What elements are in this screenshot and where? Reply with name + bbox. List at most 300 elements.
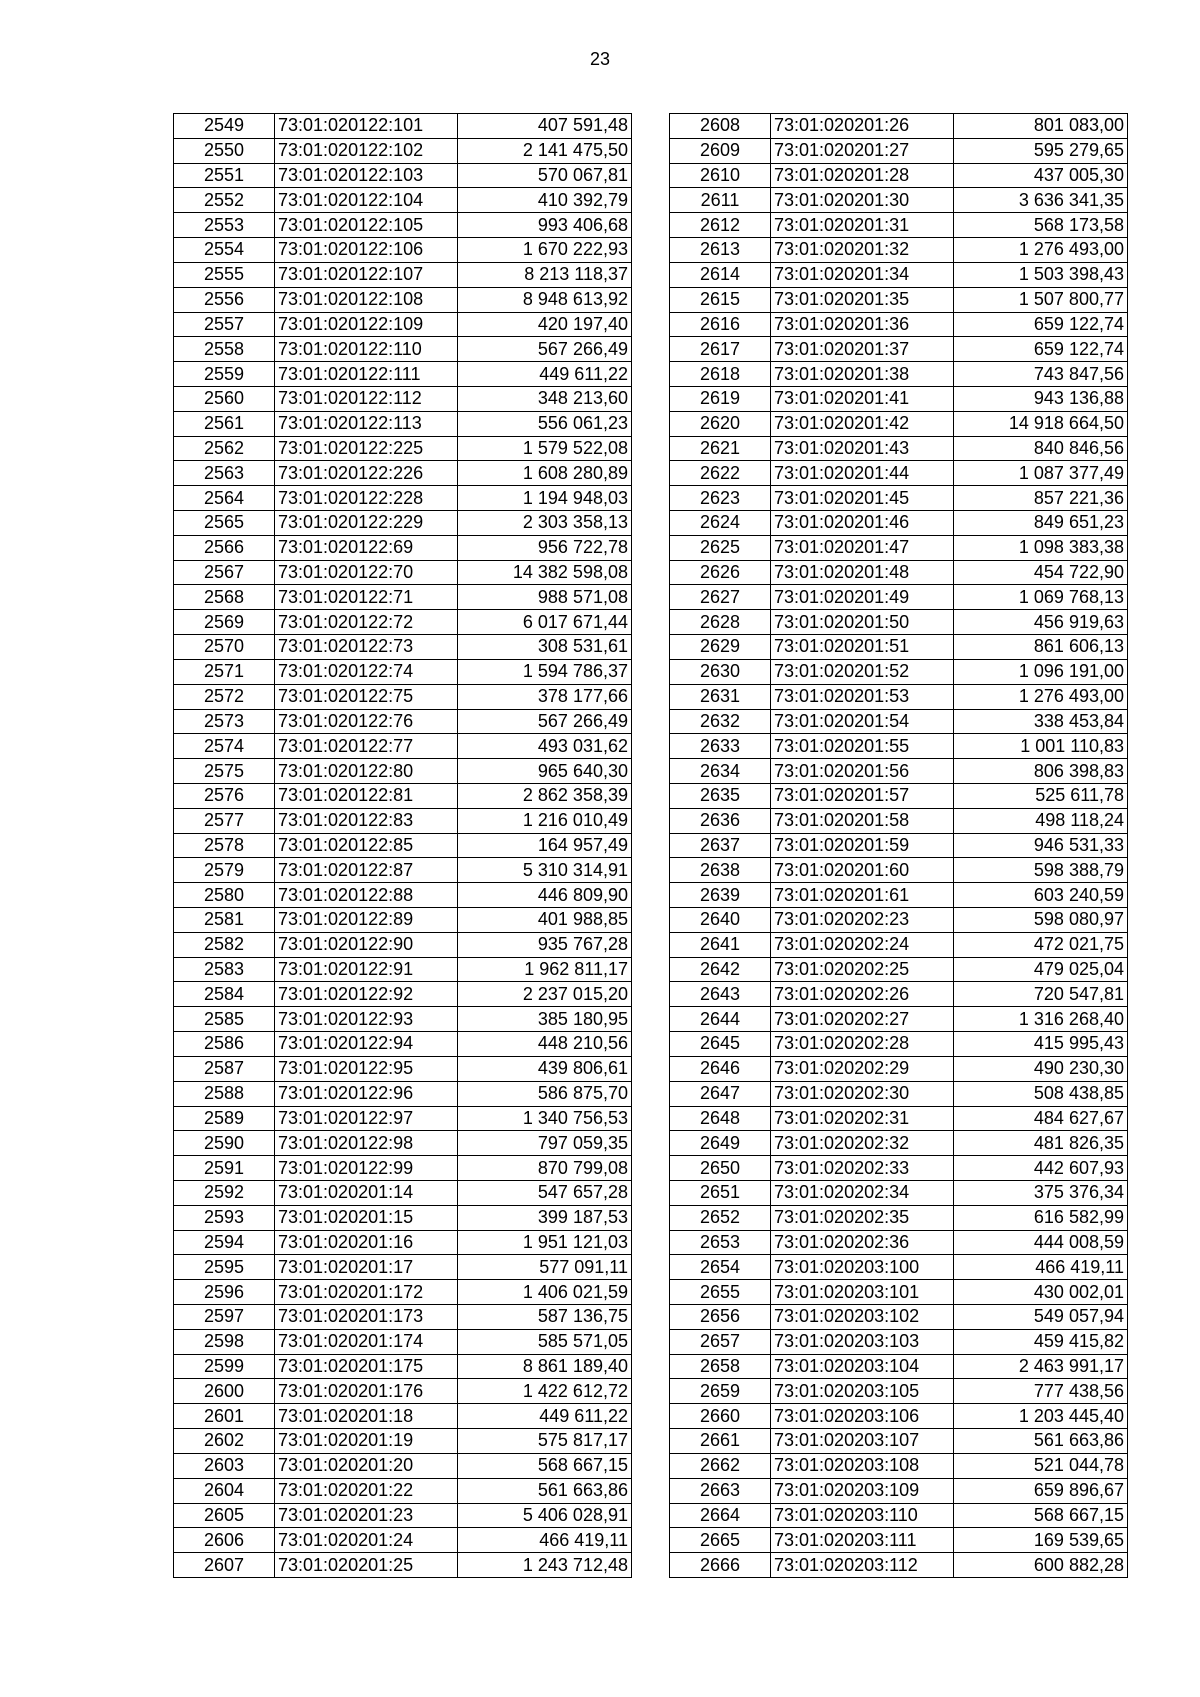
cadastral-value-cell: 498 118,24 [954, 808, 1128, 833]
cadastral-value-cell: 943 136,88 [954, 386, 1128, 411]
table-row [174, 1106, 632, 1131]
cadastral-number-cell: 73:01:020201:28 [771, 163, 954, 188]
cadastral-number-cell: 73:01:020202:24 [771, 932, 954, 957]
cadastral-number-cell: 73:01:020201:14 [275, 1180, 458, 1205]
cadastral-number-cell: 73:01:020201:60 [771, 858, 954, 883]
cadastral-value-cell: 870 799,08 [458, 1156, 632, 1181]
cadastral-value-cell: 407 591,48 [458, 114, 632, 139]
cadastral-number-cell: 73:01:020201:53 [771, 684, 954, 709]
row-number-cell: 2601 [174, 1404, 275, 1429]
table-row [174, 659, 632, 684]
cadastral-value-cell: 521 044,78 [954, 1453, 1128, 1478]
row-number-cell: 2589 [174, 1106, 275, 1131]
table-row [174, 1056, 632, 1081]
cadastral-value-cell: 1 096 191,00 [954, 659, 1128, 684]
table-row [670, 659, 1128, 684]
table-row [174, 908, 632, 933]
table-row [670, 1329, 1128, 1354]
cadastral-value-cell: 430 002,01 [954, 1280, 1128, 1305]
table-row [670, 610, 1128, 635]
cadastral-value-cell: 743 847,56 [954, 362, 1128, 387]
table-row [670, 1205, 1128, 1230]
table-row [670, 982, 1128, 1007]
table-row [174, 1379, 632, 1404]
cadastral-number-cell: 73:01:020122:108 [275, 287, 458, 312]
row-number-cell: 2655 [670, 1280, 771, 1305]
cadastral-value-cell: 1 962 811,17 [458, 957, 632, 982]
cadastral-number-cell: 73:01:020122:106 [275, 238, 458, 263]
row-number-cell: 2554 [174, 238, 275, 263]
row-number-cell: 2551 [174, 163, 275, 188]
cadastral-value-cell: 1 670 222,93 [458, 238, 632, 263]
table-row [174, 1205, 632, 1230]
cadastral-value-cell: 448 210,56 [458, 1032, 632, 1057]
cadastral-value-cell: 6 017 671,44 [458, 610, 632, 635]
table-row [174, 163, 632, 188]
table-row [670, 759, 1128, 784]
table-row [174, 411, 632, 436]
cadastral-number-cell: 73:01:020202:35 [771, 1205, 954, 1230]
table-row [670, 635, 1128, 660]
cadastral-number-cell: 73:01:020202:33 [771, 1156, 954, 1181]
table-row [174, 1131, 632, 1156]
row-number-cell: 2652 [670, 1205, 771, 1230]
cadastral-number-cell: 73:01:020201:57 [771, 783, 954, 808]
cadastral-value-cell: 857 221,36 [954, 486, 1128, 511]
table-row [670, 783, 1128, 808]
row-number-cell: 2625 [670, 535, 771, 560]
cadastral-number-cell: 73:01:020122:226 [275, 461, 458, 486]
cadastral-number-cell: 73:01:020122:75 [275, 684, 458, 709]
cadastral-value-cell: 525 611,78 [954, 783, 1128, 808]
cadastral-number-cell: 73:01:020122:90 [275, 932, 458, 957]
table-row [174, 1032, 632, 1057]
row-number-cell: 2626 [670, 560, 771, 585]
cadastral-value-cell: 956 722,78 [458, 535, 632, 560]
table-row [174, 362, 632, 387]
row-number-cell: 2550 [174, 138, 275, 163]
table-row [670, 684, 1128, 709]
row-number-cell: 2615 [670, 287, 771, 312]
table-row [174, 262, 632, 287]
cadastral-value-cell: 484 627,67 [954, 1106, 1128, 1131]
cadastral-value-cell: 8 948 613,92 [458, 287, 632, 312]
table-row [174, 1280, 632, 1305]
cadastral-value-cell: 437 005,30 [954, 163, 1128, 188]
table-row [670, 511, 1128, 536]
row-number-cell: 2664 [670, 1503, 771, 1528]
cadastral-number-cell: 73:01:020201:16 [275, 1230, 458, 1255]
cadastral-number-cell: 73:01:020201:50 [771, 610, 954, 635]
row-number-cell: 2584 [174, 982, 275, 1007]
table-row [174, 1230, 632, 1255]
table-row [670, 560, 1128, 585]
table-row [174, 238, 632, 263]
cadastral-number-cell: 73:01:020201:25 [275, 1553, 458, 1578]
row-number-cell: 2560 [174, 386, 275, 411]
table-row [670, 1528, 1128, 1553]
cadastral-number-cell: 73:01:020201:27 [771, 138, 954, 163]
cadastral-number-cell: 73:01:020201:32 [771, 238, 954, 263]
table-row [670, 1453, 1128, 1478]
row-number-cell: 2658 [670, 1354, 771, 1379]
cadastral-value-cell: 2 463 991,17 [954, 1354, 1128, 1379]
table-row [670, 486, 1128, 511]
cadastral-value-cell: 561 663,86 [954, 1429, 1128, 1454]
row-number-cell: 2605 [174, 1503, 275, 1528]
row-number-cell: 2590 [174, 1131, 275, 1156]
cadastral-number-cell: 73:01:020203:109 [771, 1478, 954, 1503]
table-row [670, 1503, 1128, 1528]
row-number-cell: 2622 [670, 461, 771, 486]
row-number-cell: 2616 [670, 312, 771, 337]
cadastral-number-cell: 73:01:020201:15 [275, 1205, 458, 1230]
cadastral-value-cell: 1 422 612,72 [458, 1379, 632, 1404]
cadastral-value-cell: 547 657,28 [458, 1180, 632, 1205]
table-row [670, 138, 1128, 163]
cadastral-number-cell: 73:01:020203:112 [771, 1553, 954, 1578]
cadastral-value-cell: 3 636 341,35 [954, 188, 1128, 213]
row-number-cell: 2629 [670, 635, 771, 660]
table-row [174, 1180, 632, 1205]
table-row [670, 436, 1128, 461]
cadastral-value-cell: 338 453,84 [954, 709, 1128, 734]
table-row [670, 238, 1128, 263]
cadastral-number-cell: 73:01:020201:19 [275, 1429, 458, 1454]
table-row [670, 262, 1128, 287]
row-number-cell: 2561 [174, 411, 275, 436]
row-number-cell: 2640 [670, 908, 771, 933]
cadastral-value-cell: 567 266,49 [458, 337, 632, 362]
cadastral-value-cell: 8 861 189,40 [458, 1354, 632, 1379]
cadastral-number-cell: 73:01:020122:109 [275, 312, 458, 337]
cadastral-value-cell: 840 846,56 [954, 436, 1128, 461]
cadastral-value-cell: 659 896,67 [954, 1478, 1128, 1503]
cadastral-value-cell: 797 059,35 [458, 1131, 632, 1156]
cadastral-number-cell: 73:01:020203:106 [771, 1404, 954, 1429]
cadastral-value-cell: 308 531,61 [458, 635, 632, 660]
cadastral-value-cell: 1 216 010,49 [458, 808, 632, 833]
table-row [174, 1329, 632, 1354]
cadastral-number-cell: 73:01:020201:17 [275, 1255, 458, 1280]
cadastral-number-cell: 73:01:020202:32 [771, 1131, 954, 1156]
table-row [670, 1131, 1128, 1156]
table-row [174, 461, 632, 486]
row-number-cell: 2659 [670, 1379, 771, 1404]
cadastral-number-cell: 73:01:020202:26 [771, 982, 954, 1007]
table-row [174, 1305, 632, 1330]
table-row [174, 560, 632, 585]
cadastral-number-cell: 73:01:020201:30 [771, 188, 954, 213]
cadastral-value-cell: 1 276 493,00 [954, 238, 1128, 263]
table-row [174, 436, 632, 461]
row-number-cell: 2568 [174, 585, 275, 610]
table-row [174, 1081, 632, 1106]
cadastral-value-cell: 1 276 493,00 [954, 684, 1128, 709]
table-row [670, 709, 1128, 734]
cadastral-number-cell: 73:01:020201:38 [771, 362, 954, 387]
table-row [174, 312, 632, 337]
cadastral-number-cell: 73:01:020201:59 [771, 833, 954, 858]
row-number-cell: 2638 [670, 858, 771, 883]
cadastral-table-left [173, 113, 632, 1578]
table-row [174, 386, 632, 411]
row-number-cell: 2549 [174, 114, 275, 139]
row-number-cell: 2663 [670, 1478, 771, 1503]
table-row [670, 858, 1128, 883]
table-row [174, 1453, 632, 1478]
cadastral-value-cell: 806 398,83 [954, 759, 1128, 784]
row-number-cell: 2628 [670, 610, 771, 635]
cadastral-number-cell: 73:01:020202:34 [771, 1180, 954, 1205]
cadastral-value-cell: 598 080,97 [954, 908, 1128, 933]
cadastral-value-cell: 508 438,85 [954, 1081, 1128, 1106]
row-number-cell: 2555 [174, 262, 275, 287]
row-number-cell: 2642 [670, 957, 771, 982]
row-number-cell: 2614 [670, 262, 771, 287]
cadastral-number-cell: 73:01:020122:76 [275, 709, 458, 734]
cadastral-value-cell: 442 607,93 [954, 1156, 1128, 1181]
table-body-left [174, 114, 632, 1578]
row-number-cell: 2593 [174, 1205, 275, 1230]
cadastral-number-cell: 73:01:020201:56 [771, 759, 954, 784]
cadastral-number-cell: 73:01:020201:36 [771, 312, 954, 337]
cadastral-value-cell: 1 194 948,03 [458, 486, 632, 511]
cadastral-number-cell: 73:01:020202:31 [771, 1106, 954, 1131]
table-row [174, 287, 632, 312]
table-row [670, 1081, 1128, 1106]
table-row [174, 982, 632, 1007]
cadastral-value-cell: 603 240,59 [954, 883, 1128, 908]
cadastral-number-cell: 73:01:020122:89 [275, 908, 458, 933]
table-row [670, 362, 1128, 387]
cadastral-number-cell: 73:01:020122:83 [275, 808, 458, 833]
row-number-cell: 2646 [670, 1056, 771, 1081]
cadastral-value-cell: 861 606,13 [954, 635, 1128, 660]
row-number-cell: 2599 [174, 1354, 275, 1379]
cadastral-number-cell: 73:01:020201:18 [275, 1404, 458, 1429]
row-number-cell: 2602 [174, 1429, 275, 1454]
cadastral-number-cell: 73:01:020201:31 [771, 213, 954, 238]
cadastral-value-cell: 570 067,81 [458, 163, 632, 188]
cadastral-value-cell: 466 419,11 [458, 1528, 632, 1553]
row-number-cell: 2617 [670, 337, 771, 362]
row-number-cell: 2648 [670, 1106, 771, 1131]
row-number-cell: 2579 [174, 858, 275, 883]
table-row [670, 287, 1128, 312]
table-row [174, 932, 632, 957]
cadastral-value-cell: 1 579 522,08 [458, 436, 632, 461]
row-number-cell: 2654 [670, 1255, 771, 1280]
row-number-cell: 2578 [174, 833, 275, 858]
table-row [670, 163, 1128, 188]
cadastral-value-cell: 568 173,58 [954, 213, 1128, 238]
table-row [174, 1007, 632, 1032]
row-number-cell: 2665 [670, 1528, 771, 1553]
cadastral-number-cell: 73:01:020202:30 [771, 1081, 954, 1106]
cadastral-value-cell: 2 237 015,20 [458, 982, 632, 1007]
cadastral-number-cell: 73:01:020201:34 [771, 262, 954, 287]
row-number-cell: 2632 [670, 709, 771, 734]
row-number-cell: 2656 [670, 1305, 771, 1330]
cadastral-number-cell: 73:01:020122:110 [275, 337, 458, 362]
cadastral-number-cell: 73:01:020122:71 [275, 585, 458, 610]
row-number-cell: 2639 [670, 883, 771, 908]
row-number-cell: 2587 [174, 1056, 275, 1081]
cadastral-number-cell: 73:01:020201:23 [275, 1503, 458, 1528]
cadastral-number-cell: 73:01:020201:172 [275, 1280, 458, 1305]
table-row [174, 1429, 632, 1454]
cadastral-value-cell: 568 667,15 [954, 1503, 1128, 1528]
cadastral-number-cell: 73:01:020122:96 [275, 1081, 458, 1106]
cadastral-number-cell: 73:01:020203:103 [771, 1329, 954, 1354]
row-number-cell: 2606 [174, 1528, 275, 1553]
cadastral-number-cell: 73:01:020201:176 [275, 1379, 458, 1404]
row-number-cell: 2566 [174, 535, 275, 560]
cadastral-number-cell: 73:01:020201:46 [771, 511, 954, 536]
row-number-cell: 2583 [174, 957, 275, 982]
table-row [174, 511, 632, 536]
cadastral-number-cell: 73:01:020203:105 [771, 1379, 954, 1404]
cadastral-number-cell: 73:01:020202:23 [771, 908, 954, 933]
row-number-cell: 2607 [174, 1553, 275, 1578]
cadastral-number-cell: 73:01:020122:103 [275, 163, 458, 188]
row-number-cell: 2653 [670, 1230, 771, 1255]
cadastral-number-cell: 73:01:020201:48 [771, 560, 954, 585]
cadastral-value-cell: 993 406,68 [458, 213, 632, 238]
cadastral-number-cell: 73:01:020122:85 [275, 833, 458, 858]
row-number-cell: 2612 [670, 213, 771, 238]
cadastral-value-cell: 586 875,70 [458, 1081, 632, 1106]
table-row [670, 1305, 1128, 1330]
cadastral-number-cell: 73:01:020202:25 [771, 957, 954, 982]
row-number-cell: 2618 [670, 362, 771, 387]
row-number-cell: 2558 [174, 337, 275, 362]
table-row [174, 1255, 632, 1280]
table-row [670, 337, 1128, 362]
cadastral-value-cell: 1 001 110,83 [954, 734, 1128, 759]
row-number-cell: 2650 [670, 1156, 771, 1181]
table-row [174, 734, 632, 759]
cadastral-number-cell: 73:01:020201:20 [275, 1453, 458, 1478]
cadastral-value-cell: 1 087 377,49 [954, 461, 1128, 486]
cadastral-value-cell: 446 809,90 [458, 883, 632, 908]
row-number-cell: 2567 [174, 560, 275, 585]
table-row [174, 957, 632, 982]
row-number-cell: 2588 [174, 1081, 275, 1106]
row-number-cell: 2630 [670, 659, 771, 684]
cadastral-table-right [669, 113, 1128, 1578]
cadastral-value-cell: 587 136,75 [458, 1305, 632, 1330]
cadastral-value-cell: 777 438,56 [954, 1379, 1128, 1404]
cadastral-number-cell: 73:01:020122:107 [275, 262, 458, 287]
row-number-cell: 2609 [670, 138, 771, 163]
table-row [670, 1404, 1128, 1429]
cadastral-value-cell: 348 213,60 [458, 386, 632, 411]
cadastral-value-cell: 600 882,28 [954, 1553, 1128, 1578]
table-row [670, 957, 1128, 982]
cadastral-value-cell: 378 177,66 [458, 684, 632, 709]
cadastral-value-cell: 720 547,81 [954, 982, 1128, 1007]
row-number-cell: 2621 [670, 436, 771, 461]
cadastral-number-cell: 73:01:020122:102 [275, 138, 458, 163]
table-row [174, 1404, 632, 1429]
cadastral-number-cell: 73:01:020201:26 [771, 114, 954, 139]
row-number-cell: 2631 [670, 684, 771, 709]
table-row [670, 1007, 1128, 1032]
row-number-cell: 2577 [174, 808, 275, 833]
cadastral-number-cell: 73:01:020122:99 [275, 1156, 458, 1181]
table-row [174, 213, 632, 238]
row-number-cell: 2586 [174, 1032, 275, 1057]
row-number-cell: 2619 [670, 386, 771, 411]
table-row [670, 1354, 1128, 1379]
row-number-cell: 2610 [670, 163, 771, 188]
row-number-cell: 2666 [670, 1553, 771, 1578]
cadastral-number-cell: 73:01:020203:102 [771, 1305, 954, 1330]
table-row [174, 1478, 632, 1503]
row-number-cell: 2600 [174, 1379, 275, 1404]
cadastral-number-cell: 73:01:020122:93 [275, 1007, 458, 1032]
table-row [174, 188, 632, 213]
cadastral-value-cell: 616 582,99 [954, 1205, 1128, 1230]
cadastral-number-cell: 73:01:020122:111 [275, 362, 458, 387]
cadastral-value-cell: 164 957,49 [458, 833, 632, 858]
cadastral-number-cell: 73:01:020122:104 [275, 188, 458, 213]
cadastral-number-cell: 73:01:020203:101 [771, 1280, 954, 1305]
cadastral-number-cell: 73:01:020122:113 [275, 411, 458, 436]
cadastral-value-cell: 988 571,08 [458, 585, 632, 610]
cadastral-value-cell: 439 806,61 [458, 1056, 632, 1081]
row-number-cell: 2553 [174, 213, 275, 238]
cadastral-number-cell: 73:01:020201:45 [771, 486, 954, 511]
row-number-cell: 2603 [174, 1453, 275, 1478]
table-row [174, 1528, 632, 1553]
row-number-cell: 2662 [670, 1453, 771, 1478]
table-row [670, 585, 1128, 610]
row-number-cell: 2596 [174, 1280, 275, 1305]
cadastral-number-cell: 73:01:020122:87 [275, 858, 458, 883]
row-number-cell: 2611 [670, 188, 771, 213]
table-row [174, 808, 632, 833]
cadastral-number-cell: 73:01:020122:98 [275, 1131, 458, 1156]
row-number-cell: 2649 [670, 1131, 771, 1156]
cadastral-value-cell: 415 995,43 [954, 1032, 1128, 1057]
table-row [670, 1429, 1128, 1454]
cadastral-number-cell: 73:01:020201:42 [771, 411, 954, 436]
cadastral-value-cell: 1 340 756,53 [458, 1106, 632, 1131]
cadastral-number-cell: 73:01:020203:100 [771, 1255, 954, 1280]
row-number-cell: 2594 [174, 1230, 275, 1255]
cadastral-number-cell: 73:01:020122:70 [275, 560, 458, 585]
row-number-cell: 2592 [174, 1180, 275, 1205]
row-number-cell: 2660 [670, 1404, 771, 1429]
cadastral-number-cell: 73:01:020201:173 [275, 1305, 458, 1330]
cadastral-number-cell: 73:01:020201:54 [771, 709, 954, 734]
row-number-cell: 2576 [174, 783, 275, 808]
cadastral-value-cell: 14 918 664,50 [954, 411, 1128, 436]
table-row [670, 833, 1128, 858]
cadastral-value-cell: 472 021,75 [954, 932, 1128, 957]
row-number-cell: 2570 [174, 635, 275, 660]
table-row [174, 1553, 632, 1578]
row-number-cell: 2571 [174, 659, 275, 684]
table-row [670, 535, 1128, 560]
table-row [174, 833, 632, 858]
row-number-cell: 2569 [174, 610, 275, 635]
cadastral-value-cell: 385 180,95 [458, 1007, 632, 1032]
table-row [670, 1478, 1128, 1503]
